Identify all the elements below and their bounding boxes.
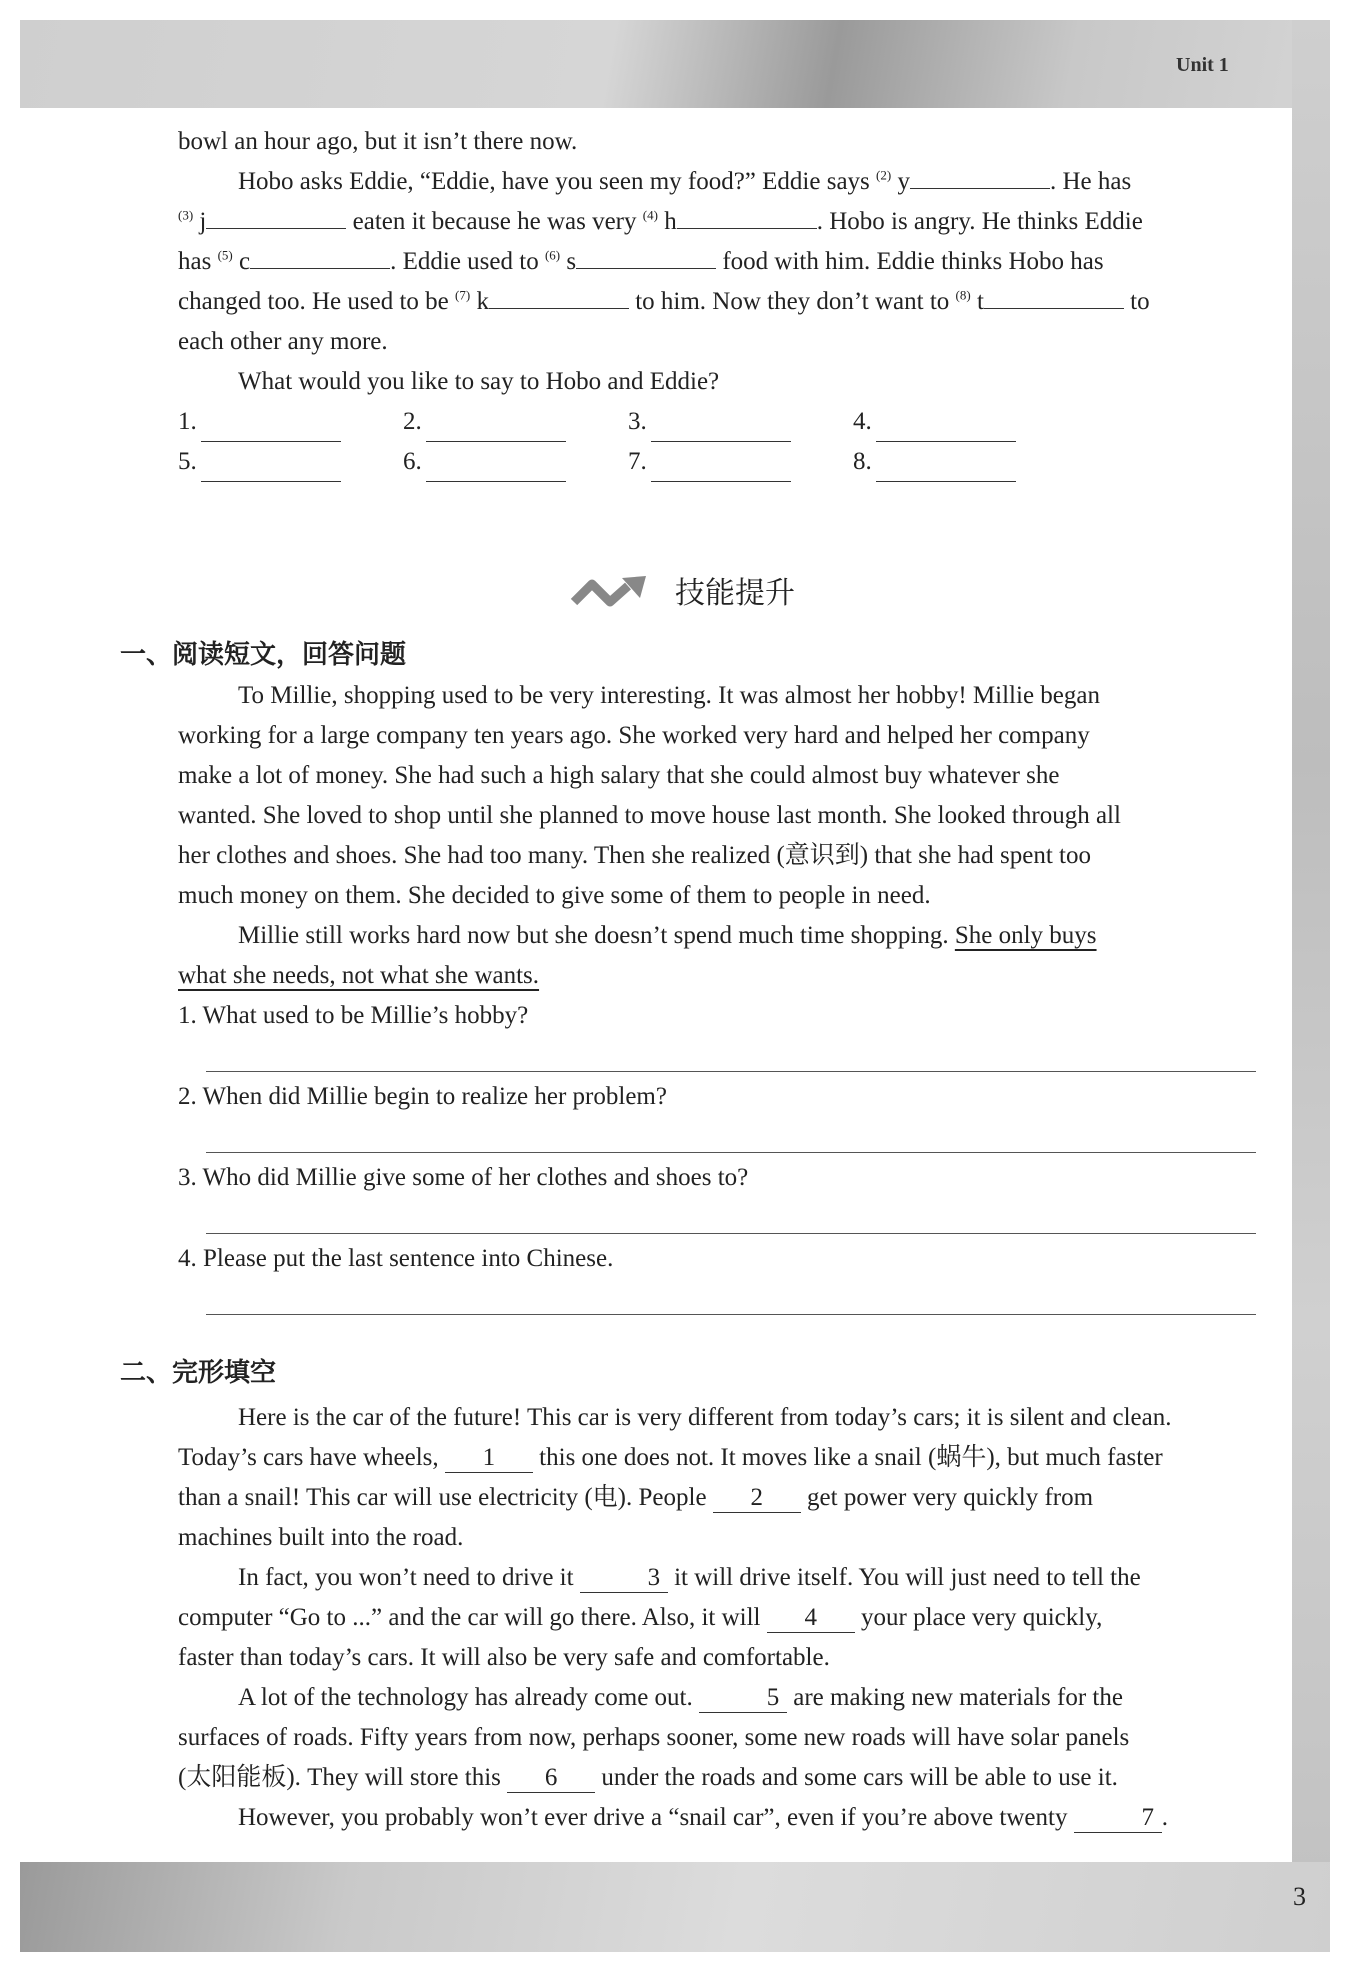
question: 1. What used to be Millie’s hobby? bbox=[178, 1002, 529, 1029]
cloze-blank[interactable]: 1 bbox=[445, 1444, 533, 1473]
passage-line bbox=[178, 956, 1258, 996]
story-line: changed too. He used to be $^{(7)}$ k to him. Now they don’t want to $^{(8)}$ t to bbox=[178, 287, 1150, 315]
question: 3. Who did Millie give some of her clothes and shoes to? bbox=[178, 1164, 749, 1191]
story-line: What would you like to say to Hobo and Eddie? bbox=[238, 368, 720, 395]
passage-line: much money on them. She decided to give some of them to people in need. bbox=[178, 882, 931, 909]
cloze-blank[interactable]: 6 bbox=[507, 1764, 595, 1793]
cloze-blank[interactable]: 7 bbox=[1074, 1804, 1162, 1833]
skills-heading: 技能提升 bbox=[675, 576, 795, 611]
question: 2. When did Millie begin to realize her problem? bbox=[178, 1083, 667, 1110]
story-line: bowl an hour ago, but it isn’t there now. bbox=[178, 128, 578, 155]
section-title-cloze: 二、完形填空 bbox=[120, 1358, 277, 1388]
underlined-sentence: She only buys bbox=[954, 922, 1097, 949]
fill-blank[interactable] bbox=[489, 286, 629, 309]
passage-line: make a lot of money. She had such a high salary that she could almost buy whatever she bbox=[178, 762, 1060, 789]
cloze-line: A lot of the technology has already come out. 5 are making new materials for the bbox=[238, 1684, 1123, 1711]
answer-grid bbox=[178, 402, 1258, 482]
answer-slot[interactable]: 6. bbox=[403, 442, 628, 482]
fill-blank[interactable] bbox=[677, 206, 817, 229]
story-line: has $^{(5)}$ c . Eddie used to $^{(6)}$ s food with him. Eddie thinks Hobo has bbox=[178, 247, 1104, 275]
story-line: Hobo asks Eddie, “Eddie, have you seen my food?” Eddie says $^{(2)}$ y . He has bbox=[238, 167, 1132, 195]
passage-line: Millie still works hard now but she doesn’t spend much time shopping. She only buys bbox=[238, 922, 1097, 949]
cloze-line: machines built into the road. bbox=[178, 1524, 464, 1551]
page-frame-top bbox=[20, 20, 1330, 108]
story-block bbox=[178, 122, 1258, 482]
cloze-blank[interactable]: 2 bbox=[713, 1484, 801, 1513]
cloze-line: In fact, you won’t need to drive it 3 it will drive itself. You will just need to tell the bbox=[238, 1564, 1141, 1591]
passage-line: working for a large company ten years ago. She worked very hard and helped her company bbox=[178, 722, 1090, 749]
answer-slot[interactable]: 2. bbox=[403, 402, 628, 442]
passage-line: her clothes and shoes. She had too many. Then she realized (意识到) that she had spent too bbox=[178, 842, 1091, 869]
cloze-line: Here is the car of the future! This car is very different from today’s cars; it is silent and clean. bbox=[238, 1404, 1172, 1431]
cloze-blank[interactable]: 4 bbox=[767, 1604, 855, 1633]
cloze-line: surfaces of roads. Fifty years from now, perhaps sooner, some new roads will have solar panels bbox=[178, 1724, 1130, 1751]
answer-slot[interactable]: 1. bbox=[178, 402, 403, 442]
answer-slot[interactable]: 7. bbox=[628, 442, 853, 482]
answer-slot[interactable]: 4. bbox=[853, 402, 1078, 442]
page-frame-bottom bbox=[20, 1862, 1330, 1952]
unit-label: Unit 1 bbox=[1176, 54, 1229, 76]
page-frame-right bbox=[1292, 20, 1330, 1880]
trend-arrow-icon bbox=[570, 572, 656, 612]
fill-blank[interactable] bbox=[910, 166, 1050, 189]
story-line: $^{(3)}$ j eaten it because he was very $^{(4)}$ h . Hobo is angry. He thinks Eddie bbox=[178, 207, 1143, 235]
page-number: 3 bbox=[1293, 1882, 1306, 1911]
cloze-line: (太阳能板). They will store this 6 under the roads and some cars will be able to use it. bbox=[178, 1764, 1118, 1791]
answer-slot[interactable]: 5. bbox=[178, 442, 403, 482]
cloze-line: faster than today’s cars. It will also be very safe and comfortable. bbox=[178, 1644, 830, 1671]
cloze-line: than a snail! This car will use electricity (电). People 2 get power very quickly from bbox=[178, 1484, 1094, 1511]
section-title-reading: 一、阅读短文，回答问题 bbox=[120, 640, 407, 670]
cloze-blank[interactable]: 3 bbox=[580, 1564, 668, 1593]
cloze-blank[interactable]: 5 bbox=[699, 1684, 787, 1713]
cloze-passage bbox=[178, 1398, 1258, 1838]
passage-line: wanted. She loved to shop until she planned to move house last month. She looked through all bbox=[178, 802, 1121, 829]
fill-blank[interactable] bbox=[250, 246, 390, 269]
cloze-line: Today’s cars have wheels, 1 this one does not. It moves like a snail (蜗牛), but much faster bbox=[178, 1444, 1163, 1471]
answer-slot[interactable]: 8. bbox=[853, 442, 1078, 482]
fill-blank[interactable] bbox=[206, 206, 346, 229]
story-line: each other any more. bbox=[178, 328, 388, 355]
question: 4. Please put the last sentence into Chinese. bbox=[178, 1245, 614, 1272]
answer-line[interactable] bbox=[206, 1313, 1256, 1315]
answer-slot[interactable]: 3. bbox=[628, 402, 853, 442]
fill-blank[interactable] bbox=[576, 246, 716, 269]
reading-passage bbox=[178, 676, 1258, 1315]
underlined-sentence: what she needs, not what she wants. bbox=[178, 962, 540, 989]
passage-line: To Millie, shopping used to be very interesting. It was almost her hobby! Millie began bbox=[238, 682, 1100, 709]
cloze-line: However, you probably won’t ever drive a “snail car”, even if you’re above twenty 7 . bbox=[238, 1804, 1168, 1831]
fill-blank[interactable] bbox=[984, 286, 1124, 309]
cloze-line: computer “Go to ...” and the car will go there. Also, it will 4 your place very quickly, bbox=[178, 1604, 1103, 1631]
